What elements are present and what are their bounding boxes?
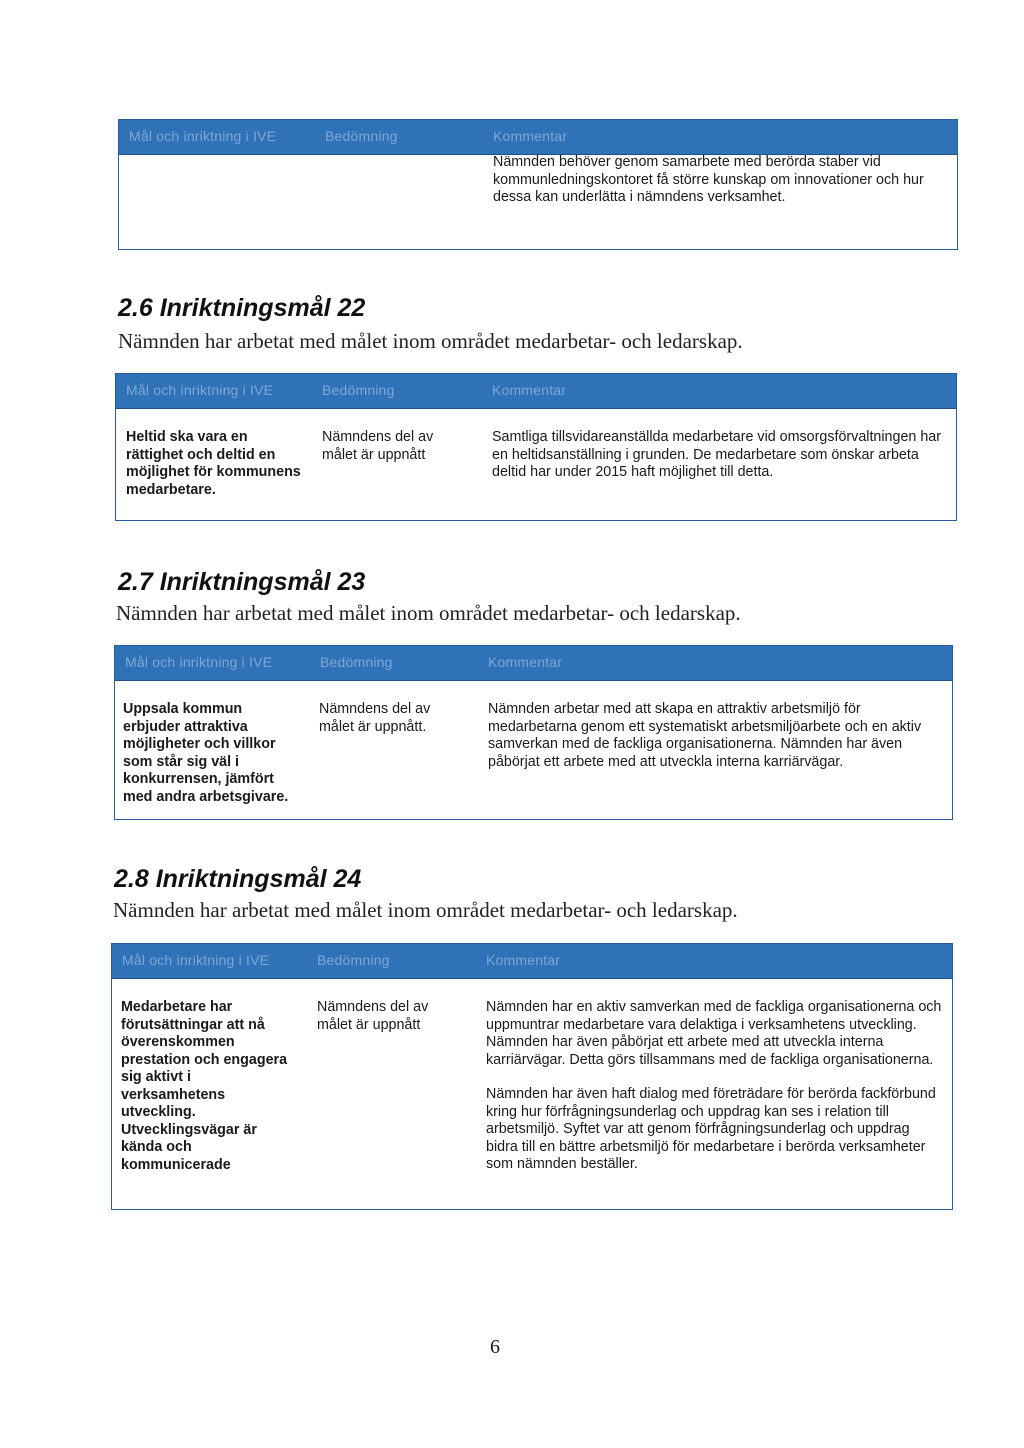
goal-table-22 [115,373,957,521]
section-heading-2-7: 2.7 Inriktningsmål 23 [118,568,366,596]
comment-paragraph: Samtliga tillsvidareanställda medarbetare vid omsorgsförvaltningen har en heltidsanställning i grunden. De medarbetare som önskar arbeta deltid har under 2015 haft möjlighet till detta. [492,429,941,480]
comment-paragraph: Nämnden har en aktiv samverkan med de fackliga organisationerna och uppmuntrar medarbetare vara delaktiga i verksamhetens utveckling. Nämnden har även påbörjat ett arbete med att utveckla interna karriärvägar. Detta görs tillsammans med de fackliga organisationerna. [486,999,942,1068]
comment-cell [492,429,942,482]
header-goal: Mål och inriktning i IVE [129,128,277,144]
goal-cell: Medarbetare har förutsättningar att nå överenskommen prestation och engagera sig aktivt i verksamhetens utveckling. Utvecklingsvägar är kända och kommunicerade [121,999,288,1173]
section-heading-2-6: 2.6 Inriktningsmål 22 [118,294,366,322]
header-comment: Kommentar [486,952,561,968]
comment-cell [488,701,938,771]
header-comment: Kommentar [492,382,567,398]
table-header [115,646,952,681]
goal-table-continued [118,119,958,250]
goal-table-24 [111,943,953,1210]
assessment-cell: Nämndens del av målet är uppnått [317,999,429,1033]
table-header [112,944,952,979]
comment-paragraph: Nämnden har även haft dialog med företrädare för berörda fackförbund kring hur förfrågningsunderlag och uppdrag kan ses i relation till arbetsmiljö. Syftet var att genom förfrågningsunderlag och uppdrag bidra till en bättre arbetsmiljö för medarbetare i berörda verksamheter som nämnden beställer. [486,1086,936,1172]
header-comment: Kommentar [493,128,568,144]
goal-cell: Heltid ska vara en rättighet och deltid en möjlighet för kommunens medarbetare. [126,429,301,498]
goal-table-23 [114,645,953,820]
assessment-cell: Nämndens del av målet är uppnått. [319,701,431,735]
section-intro-2-6: Nämnden har arbetat med målet inom området medarbetar- och ledarskap. [118,329,743,353]
comment-cell [486,999,942,1174]
header-assessment: Bedömning [322,382,395,398]
table-header [119,120,957,155]
page-number: 6 [490,1336,500,1358]
header-goal: Mål och inriktning i IVE [125,654,273,670]
goal-cell: Uppsala kommun erbjuder attraktiva möjligheter och villkor som står sig väl i konkurrensen, jämfört med andra arbetsgivare. [123,701,289,805]
comment-paragraph: Nämnden arbetar med att skapa en attraktiv arbetsmiljö för medarbetarna genom ett systematiskt arbetsmiljöarbete och en aktiv samverkan med de fackliga organisationerna. Nämnden har även påbörjat ett arbete med att utveckla interna karriärvägar. [488,701,922,770]
header-assessment: Bedömning [320,654,393,670]
header-assessment: Bedömning [325,128,398,144]
section-heading-2-8: 2.8 Inriktningsmål 24 [114,865,362,893]
assessment-cell: Nämndens del av målet är uppnått [322,429,434,463]
header-assessment: Bedömning [317,952,390,968]
section-intro-2-8: Nämnden har arbetat med målet inom området medarbetar- och ledarskap. [113,898,738,922]
header-comment: Kommentar [488,654,563,670]
table-header [116,374,956,409]
header-goal: Mål och inriktning i IVE [126,382,274,398]
comment-cell: Nämnden behöver genom samarbete med berörda staber vid kommunledningskontoret få större kunskap om innovationer och hur dessa kan underlätta i nämndens verksamhet. [493,154,924,205]
section-intro-2-7: Nämnden har arbetat med målet inom området medarbetar- och ledarskap. [116,601,741,625]
header-goal: Mål och inriktning i IVE [122,952,270,968]
